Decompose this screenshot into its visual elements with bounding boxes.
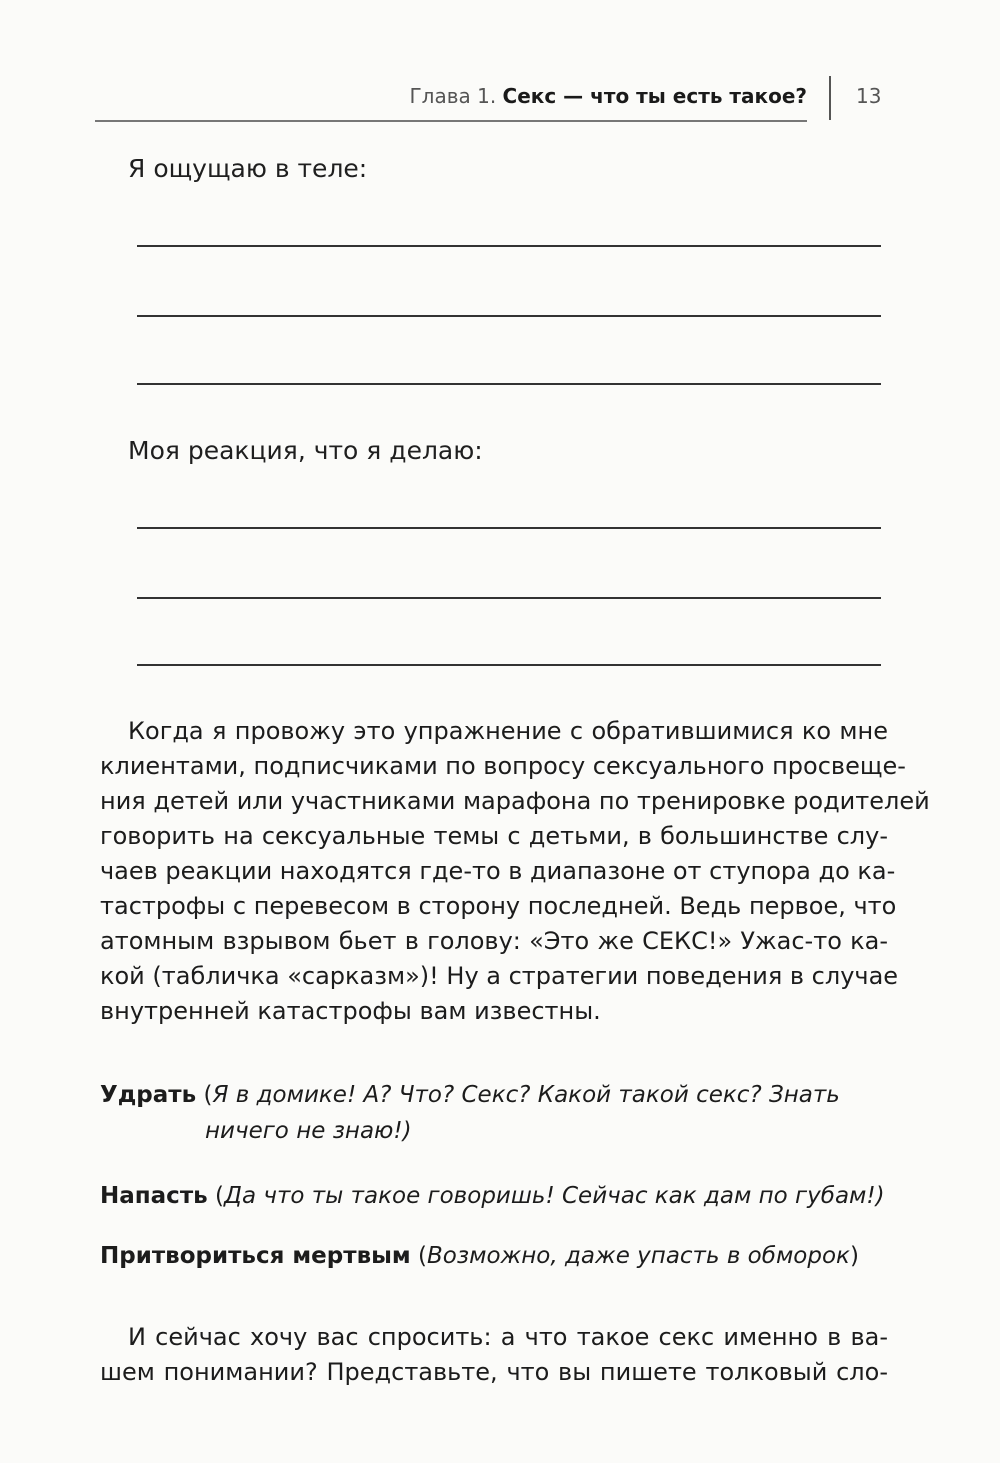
header-separator [829, 76, 831, 120]
answer-line[interactable] [137, 597, 881, 599]
chapter-prefix: Глава 1. [409, 84, 497, 108]
prompt-body-feeling: Я ощущаю в теле: [128, 154, 368, 183]
answer-line[interactable] [137, 383, 881, 385]
strategy-name: Напасть [100, 1183, 208, 1209]
text-line: атомным взрывом бьет в голову: «Это же СЕКС!» Ужас-то ка- [100, 927, 888, 955]
running-header [95, 84, 807, 108]
text-line: чаев реакции находятся где-то в диапазоне от ступора до ка- [100, 857, 896, 885]
text-line: говорить на сексуальные темы с детьми, в большинстве слу- [100, 822, 888, 850]
text-line: тастрофы с перевесом в сторону последней. Ведь первое, что [100, 892, 897, 920]
prompt-reaction: Моя реакция, что я делаю: [128, 436, 483, 465]
answer-line[interactable] [137, 245, 881, 247]
strategy-attack [100, 1178, 890, 1214]
strategy-example: Я в домике! А? Что? Секс? Какой такой секс? Знать [212, 1082, 840, 1108]
answer-line[interactable] [137, 315, 881, 317]
strategy-freeze [100, 1238, 890, 1274]
text-line: внутренней катастрофы вам известны. [100, 997, 601, 1025]
answer-line[interactable] [137, 527, 881, 529]
paren: ) [849, 1243, 859, 1269]
strategy-name: Удрать [100, 1082, 197, 1108]
text-line: Когда я провожу это упражнение с обратившимися ко мне [128, 717, 888, 745]
page-number: 13 [856, 84, 882, 108]
body-paragraph [100, 714, 930, 1029]
text-line: шем понимании? Представьте, что вы пишете толковый сло- [100, 1358, 888, 1386]
strategy-flee [100, 1077, 890, 1149]
answer-line[interactable] [137, 664, 881, 666]
body-paragraph [100, 1320, 888, 1390]
text-line: кой (табличка «сарказм»)! Ну а стратегии поведения в случае [100, 962, 899, 990]
paren: ( [410, 1243, 428, 1269]
text-line: И сейчас хочу вас спросить: а что такое секс именно в ва- [128, 1323, 888, 1351]
strategy-example: Возможно, даже упасть в обморок [427, 1243, 850, 1269]
strategy-example: Да что ты такое говоришь! Сейчас как дам по губам!) [224, 1183, 885, 1209]
paren: ( [196, 1082, 213, 1108]
strategy-name: Притвориться мертвым [100, 1243, 411, 1269]
paren: ( [207, 1183, 224, 1209]
header-rule [95, 120, 807, 122]
text-line: ния детей или участниками марафона по тренировке родителей [100, 787, 930, 815]
strategy-example: ничего не знаю!) [205, 1118, 412, 1144]
text-line: клиентами, подписчиками по вопросу сексуального просвеще- [100, 752, 906, 780]
chapter-title: Секс — что ты есть такое? [502, 84, 807, 108]
